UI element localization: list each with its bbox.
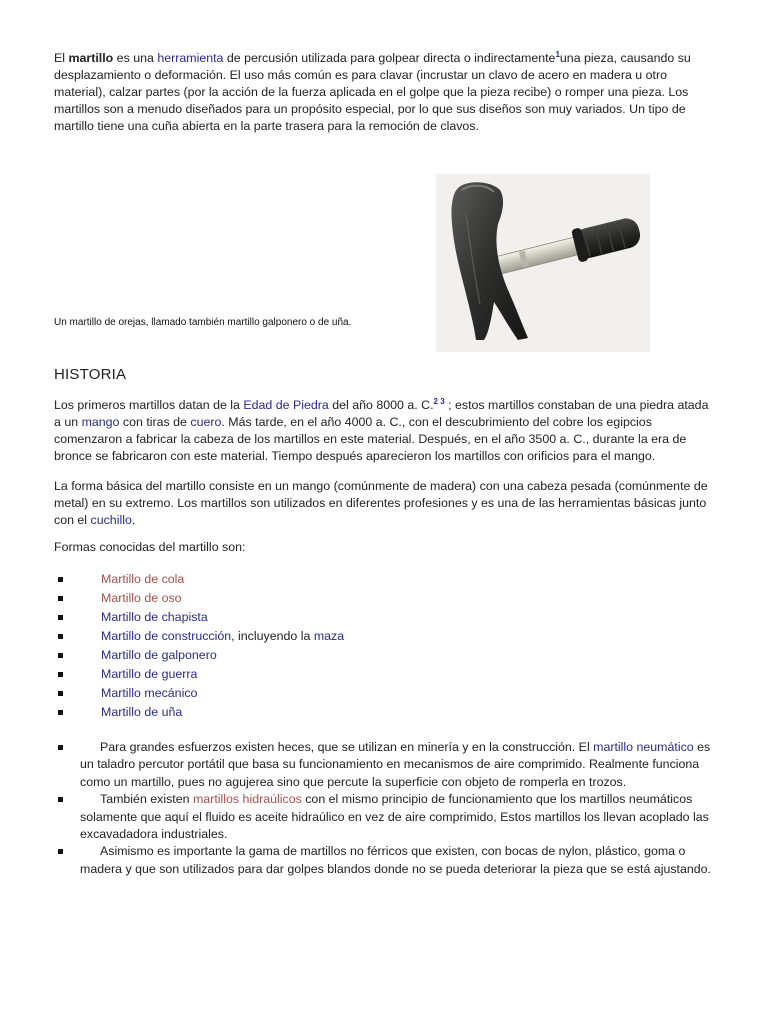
link-martillo-de-cola[interactable]: Martillo de cola	[101, 572, 185, 586]
link-martillo-de-chapista[interactable]: Martillo de chapista	[101, 610, 208, 624]
list-item	[54, 647, 344, 666]
square-bullet-icon	[58, 577, 63, 582]
notes-list	[54, 739, 716, 878]
references-2-3[interactable]: 2 3	[433, 397, 445, 406]
link-martillo-de-una[interactable]: Martillo de uña	[101, 705, 183, 719]
square-bullet-icon	[58, 849, 63, 854]
link-martillos-hidraulicos[interactable]: martillos hidraúlicos	[192, 792, 302, 807]
claw-hammer-image	[436, 174, 650, 352]
link-cuchillo[interactable]: cuchillo	[90, 513, 132, 527]
link-martillo-de-oso[interactable]: Martillo de oso	[101, 591, 182, 605]
reference-1[interactable]: 1	[555, 50, 560, 59]
list-item: También existen martillos hidraúlicos con el mismo principio de funcionamiento que los martillos neumáticos solamente que aquí el fluido es aceite hidraúlico en vez de aire comprimido, Estos martillos los llevan acoplado las excavadadora industriales.	[54, 791, 716, 843]
link-martillo-de-guerra[interactable]: Martillo de guerra	[101, 667, 198, 681]
link-martillo-mecanico[interactable]: Martillo mecánico	[101, 686, 198, 700]
square-bullet-icon	[58, 615, 63, 620]
list-item: Asimismo es importante la gama de martillos no férricos que existen, con bocas de nylon, plástico, goma o madera y que son utilizados para dar golpes blandos donde no se pueda deteriorar la pieza que se está ajustando.	[54, 843, 716, 878]
link-martillo-de-construccion[interactable]: Martillo de construcción	[101, 629, 232, 643]
list-item: Martillo de construcción, incluyendo la maza	[54, 628, 344, 647]
figure-caption: Un martillo de orejas, llamado también martillo galponero o de uña.	[54, 317, 352, 328]
term-martillo: martillo	[68, 51, 114, 65]
link-herramienta[interactable]: herramienta	[157, 51, 224, 65]
square-bullet-icon	[58, 634, 63, 639]
list-item	[54, 590, 344, 609]
square-bullet-icon	[58, 691, 63, 696]
historia-paragraph-2: La forma básica del martillo consiste en un mango (comúnmente de madera) con una cabeza pesada (comúnmente de metal) en su extremo. Los martillos son utilizados en diferentes profesiones y es una de las herramientas básicas junto con el cuchillo.	[54, 479, 708, 527]
link-mango[interactable]: mango	[81, 415, 120, 429]
square-bullet-icon	[58, 745, 63, 750]
hammer-types-list	[54, 571, 344, 723]
square-bullet-icon	[58, 672, 63, 677]
link-martillo-neumatico[interactable]: martillo neumático	[593, 740, 694, 754]
link-cuero[interactable]: cuero	[190, 415, 222, 429]
intro-paragraph: El martillo es una herramienta de percusión utilizada para golpear directa o indirectamente$^1$una pieza, causando su desplazamiento o deformación. El uso más común es para clavar (incrustar un clavo de acero en madera u otro material), calzar partes (por la acción de la fuerza aplicada en el golpe que la pieza recibe) o romper una pieza. Los martillos son a menudo diseñados para un propósito especial, por lo que sus diseños son muy variados. Un tipo de martillo tiene una cuña abierta en la parte trasera para la remoción de clavos.	[54, 50, 691, 133]
list-item	[54, 685, 344, 704]
section-heading-historia: HISTORIA	[54, 366, 127, 383]
square-bullet-icon	[58, 797, 63, 802]
list-item	[54, 609, 344, 628]
list-item	[54, 666, 344, 685]
square-bullet-icon	[58, 596, 63, 601]
list-item: Para grandes esfuerzos existen heces, que se utilizan en minería y en la construcción. El martillo neumático es un taladro percutor portátil que basa su funcionamiento en mecanismos de aire comprimido. Realmente funciona como un martillo, pues no agujerea sino que percute la superficie con objeto de romperla en trozos.	[54, 739, 716, 791]
square-bullet-icon	[58, 653, 63, 658]
square-bullet-icon	[58, 710, 63, 715]
link-martillo-de-galponero[interactable]: Martillo de galponero	[101, 648, 217, 662]
link-edad-de-piedra[interactable]: Edad de Piedra	[243, 398, 329, 412]
list-item	[54, 704, 344, 723]
formas-intro: Formas conocidas del martillo son:	[54, 540, 246, 554]
historia-paragraph-1: Los primeros martillos datan de la Edad de Piedra del año 8000 a. C.$^{2 3}$ ; estos martillos constaban de una piedra atada a un mango con tiras de cuero. Más tarde, en el año 4000 a. C., con el descubrimiento del cobre los egipcios comenzaron a fabricar la cabeza de los martillos en este material. Después, en el año 3500 a. C., durante la era de bronce se fabricaron con este material. Tiempo después aparecieron los martillos con orificios para el mango.	[54, 397, 709, 463]
link-maza[interactable]: maza	[313, 629, 345, 643]
list-item	[54, 571, 344, 590]
